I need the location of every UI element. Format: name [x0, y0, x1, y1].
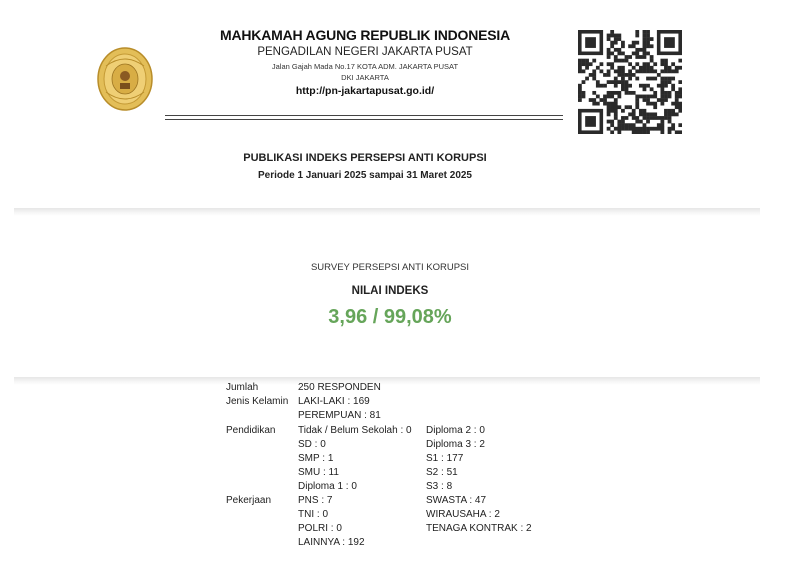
- education-item: SMU : 11: [298, 467, 339, 478]
- gender-female: PEREMPUAN : 81: [298, 410, 381, 421]
- publication-period: Periode 1 Januari 2025 sampai 31 Maret 2025: [257, 170, 472, 181]
- job-item: SWASTA : 47: [426, 495, 487, 506]
- education-item: S3 : 8: [426, 481, 453, 492]
- job-item: TENAGA KONTRAK : 2: [426, 523, 532, 534]
- job-item: PNS : 7: [298, 495, 333, 506]
- publication-title: PUBLIKASI INDEKS PERSEPSI ANTI KORUPSI: [243, 152, 487, 164]
- jumlah-value: 250 RESPONDEN: [298, 382, 381, 393]
- job-item: POLRI : 0: [298, 523, 342, 534]
- education-item: Diploma 2 : 0: [426, 425, 485, 436]
- education-item: Diploma 3 : 2: [426, 439, 485, 450]
- education-item: SMP : 1: [298, 453, 334, 464]
- education-item: S2 : 51: [426, 467, 458, 478]
- mahkamah-agung-emblem-icon: [96, 46, 154, 112]
- jumlah-label: Jumlah: [226, 382, 259, 393]
- court-city: DKI JAKARTA: [341, 73, 389, 82]
- gender-label: Jenis Kelamin: [226, 396, 289, 407]
- job-label: Pekerjaan: [226, 495, 272, 506]
- education-item: Tidak / Belum Sekolah : 0: [298, 425, 412, 436]
- court-address: Jalan Gajah Mada No.17 KOTA ADM. JAKARTA PUSAT: [271, 62, 459, 71]
- court-title: MAHKAMAH AGUNG REPUBLIK INDONESIA: [220, 27, 510, 43]
- education-item: SD : 0: [298, 439, 326, 450]
- court-url-link[interactable]: http://pn-jakartapusat.go.id/: [295, 85, 435, 97]
- index-value: 3,96 / 99,08%: [328, 306, 452, 328]
- job-item: WIRAUSAHA : 2: [426, 509, 500, 520]
- job-item: LAINNYA : 192: [298, 537, 365, 548]
- survey-title: SURVEY PERSEPSI ANTI KORUPSI: [310, 262, 470, 273]
- gender-male: LAKI-LAKI : 169: [298, 396, 370, 407]
- education-item: S1 : 177: [426, 453, 464, 464]
- education-label: Pendidikan: [226, 425, 276, 436]
- header-divider: [165, 115, 563, 120]
- section-band-top: [14, 208, 760, 216]
- qr-code-icon: [578, 30, 682, 134]
- index-label: NILAI INDEKS: [351, 285, 429, 297]
- education-item: Diploma 1 : 0: [298, 481, 357, 492]
- job-item: TNI : 0: [298, 509, 329, 520]
- court-name: PENGADILAN NEGERI JAKARTA PUSAT: [257, 46, 473, 58]
- section-band-bottom: [14, 377, 760, 385]
